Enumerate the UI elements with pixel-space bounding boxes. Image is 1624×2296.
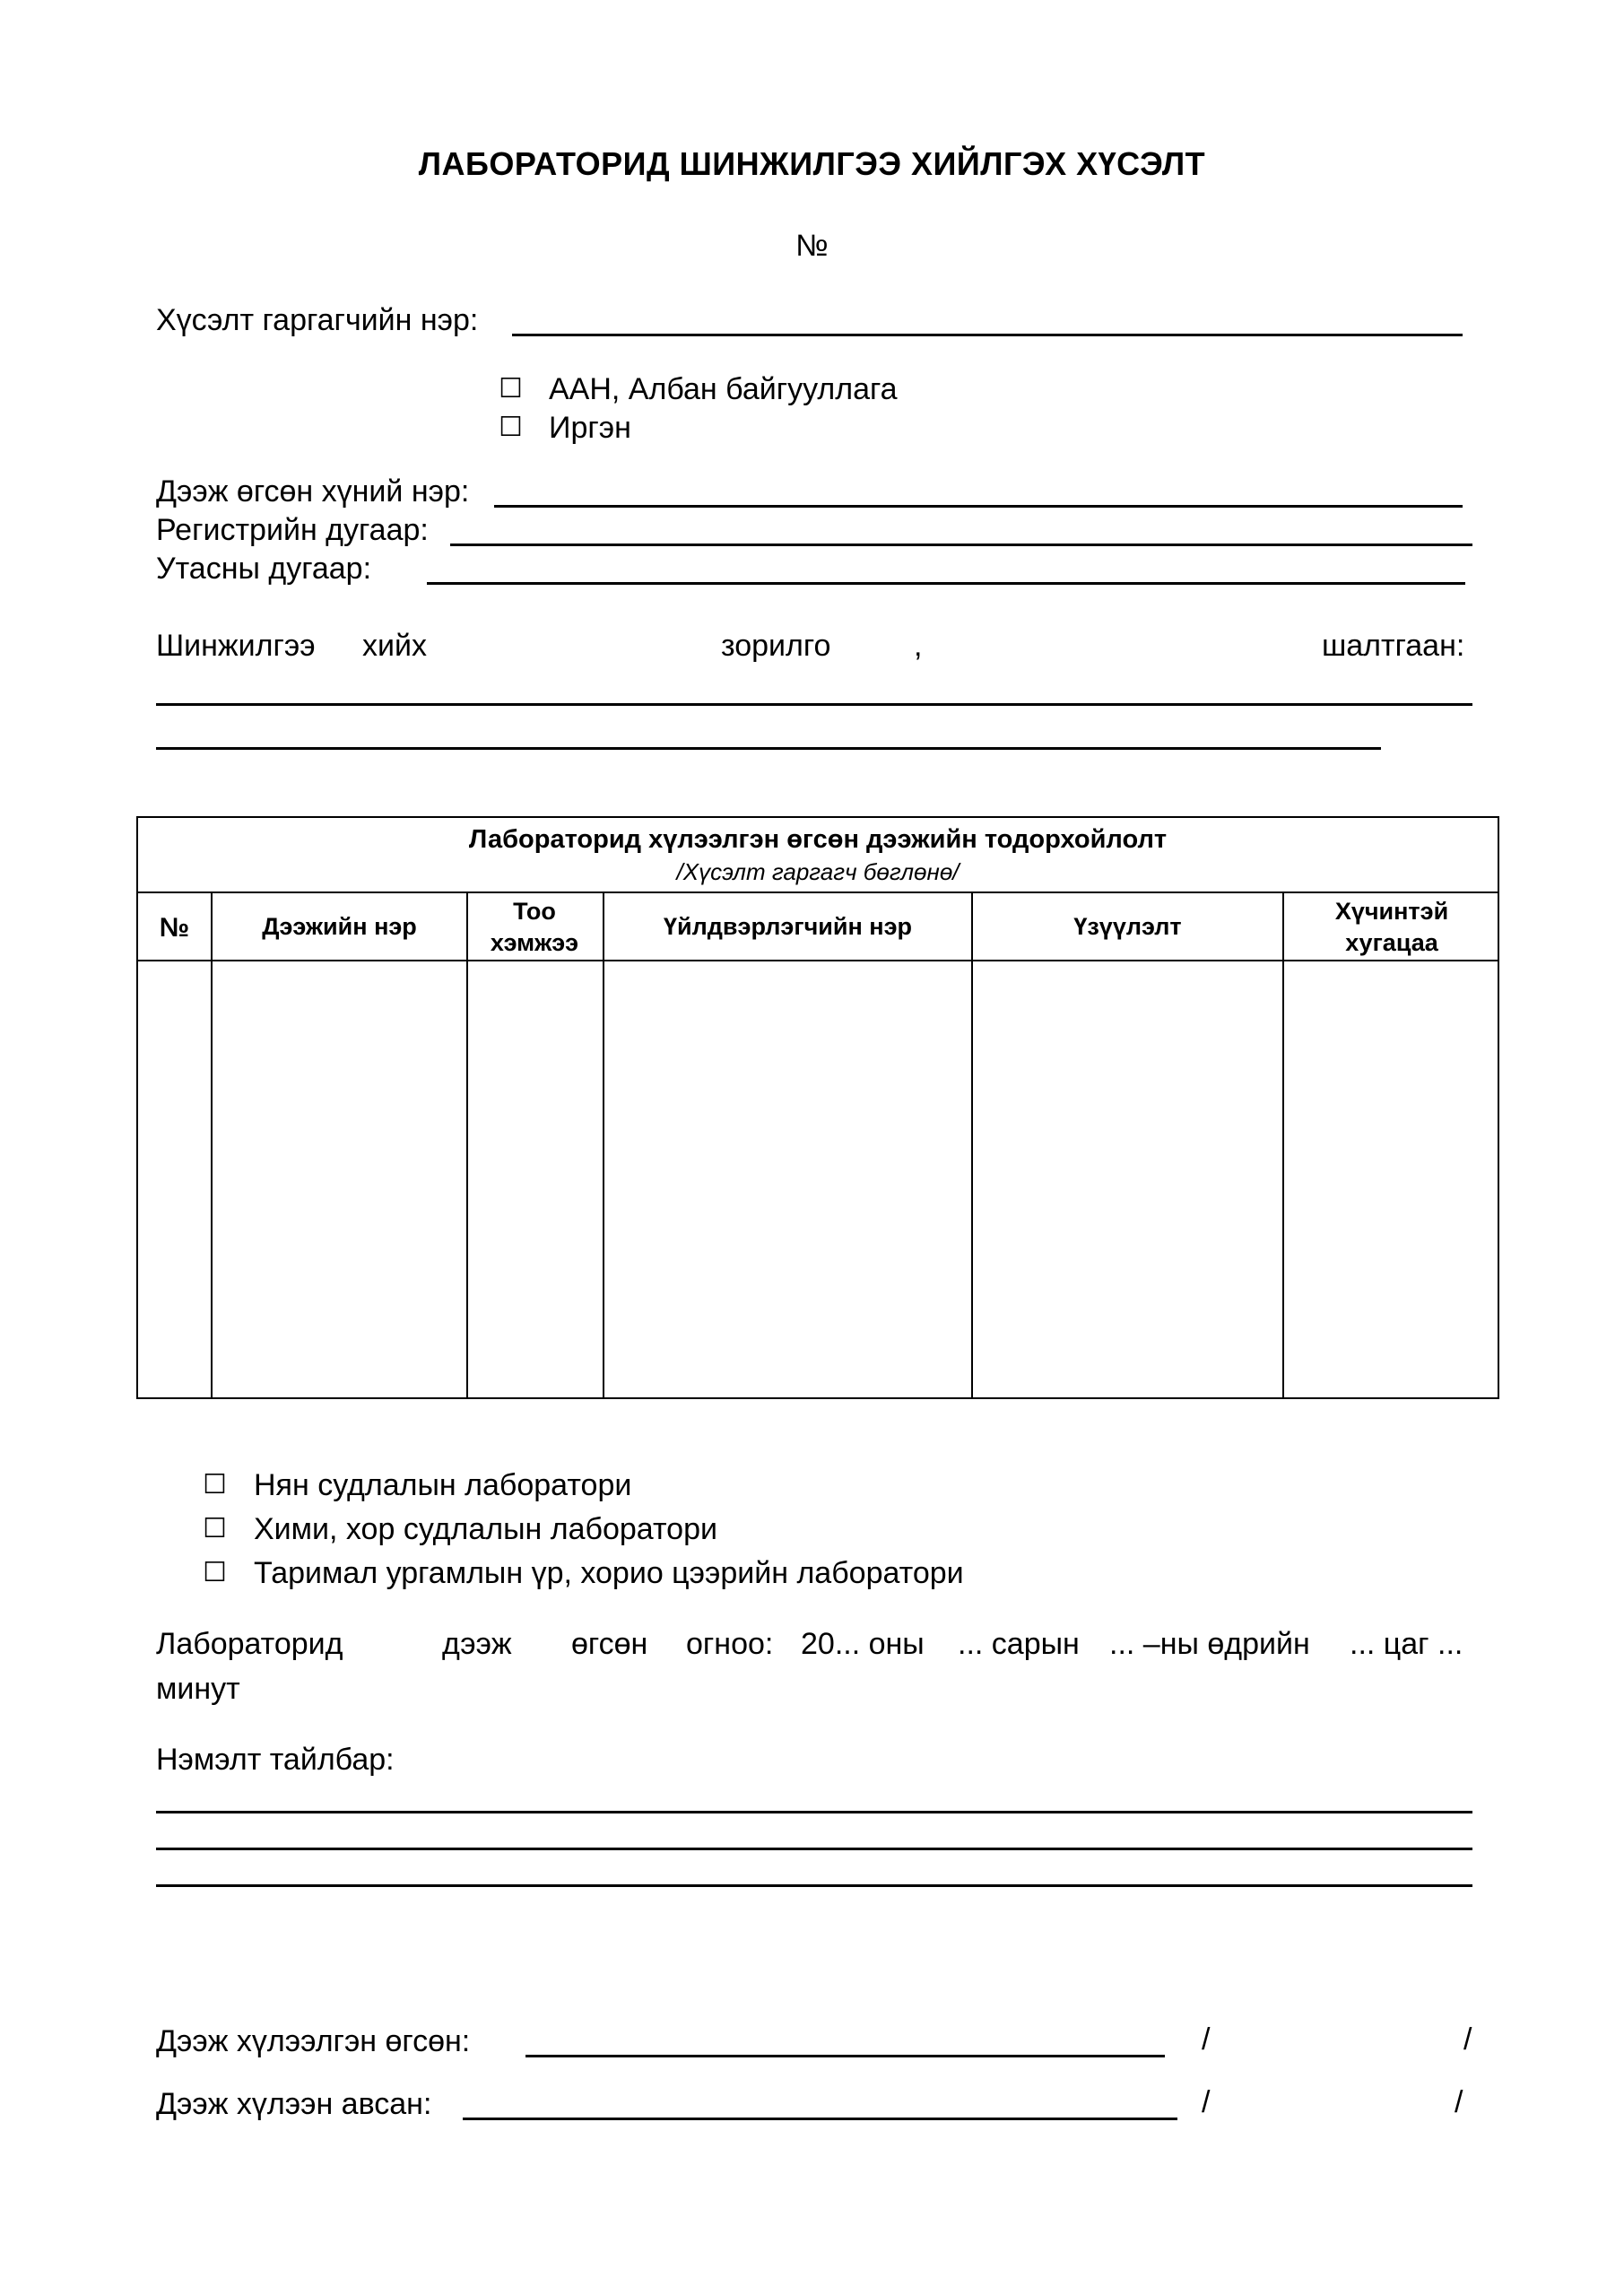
- purpose-word-2: хийх: [362, 629, 427, 663]
- phone-label: Утасны дугаар:: [156, 552, 372, 586]
- date-hour[interactable]: ... цаг ...: [1350, 1627, 1463, 1661]
- table-cell-expiry[interactable]: [1284, 961, 1498, 1399]
- date-minute-word: минут: [156, 1672, 240, 1706]
- purpose-field-line-1[interactable]: [156, 703, 1472, 706]
- table-header-sample-name: Дээжийн нэр: [262, 913, 417, 941]
- table-cell-sample-name[interactable]: [213, 961, 466, 1399]
- table-cell-indicator[interactable]: [973, 961, 1282, 1399]
- table-header-indicator: Үзүүлэлт: [1073, 913, 1182, 941]
- document-title: ЛАБОРАТОРИД ШИНЖИЛГЭЭ ХИЙЛГЭХ ХҮСЭЛТ: [418, 145, 1206, 182]
- date-word-given: өгсөн: [571, 1627, 648, 1661]
- notes-field-line-2[interactable]: [156, 1848, 1472, 1850]
- checkbox-bacteriology-lab[interactable]: ☐: [203, 1470, 227, 1500]
- date-day[interactable]: ... –ны өдрийн: [1109, 1627, 1310, 1661]
- received-signature-field[interactable]: [463, 2118, 1177, 2120]
- date-month[interactable]: ... сарын: [958, 1627, 1080, 1661]
- lab-label-bacteriology: Нян судлалын лаборатори: [254, 1468, 632, 1502]
- date-year[interactable]: 20... оны: [801, 1627, 925, 1661]
- table-subtitle: /Хүсэлт гаргагч бөглөнө/: [676, 858, 960, 885]
- request-number-sign: №: [795, 229, 829, 263]
- phone-number-field[interactable]: [427, 582, 1465, 585]
- notes-field-line-1[interactable]: [156, 1811, 1472, 1813]
- notes-label: Нэмэлт тайлбар:: [156, 1743, 395, 1777]
- checkbox-seed-quarantine-lab[interactable]: ☐: [203, 1558, 227, 1587]
- date-word-laboratory: Лабораторид: [156, 1627, 343, 1661]
- purpose-comma: ,: [914, 629, 923, 663]
- handed-over-signature-field[interactable]: [525, 2055, 1165, 2057]
- purpose-word-1: Шинжилгээ: [156, 629, 316, 663]
- date-word-date: огноо:: [686, 1627, 774, 1661]
- purpose-word-5: шалтгаан:: [1322, 629, 1465, 663]
- table-cell-quantity[interactable]: [468, 961, 603, 1399]
- lab-label-chemistry: Хими, хор судлалын лаборатори: [254, 1512, 717, 1546]
- checkbox-organization[interactable]: ☐: [499, 374, 523, 404]
- handed-over-label: Дээж хүлээлгэн өгсөн:: [156, 2024, 471, 2058]
- received-slash-close: /: [1455, 2085, 1463, 2119]
- submitter-name-field[interactable]: [494, 505, 1463, 508]
- register-label: Регистрийн дугаар:: [156, 513, 429, 547]
- option-label-citizen: Иргэн: [549, 411, 631, 445]
- lab-label-seed-quarantine: Таримал ургамлын үр, хорио цээрийн лаборатори: [254, 1556, 964, 1590]
- submitter-name-label: Дээж өгсөн хүний нэр:: [156, 474, 470, 509]
- received-label: Дээж хүлээн авсан:: [156, 2087, 432, 2121]
- handed-over-slash-open: /: [1202, 2022, 1211, 2057]
- table-header-quantity: Тоо хэмжээ: [490, 897, 579, 956]
- purpose-word-3: зорилго: [721, 629, 831, 663]
- sample-table: [136, 816, 1499, 1399]
- table-header-number: №: [159, 912, 190, 943]
- applicant-label: Хүсэлт гаргагчийн нэр:: [156, 303, 479, 337]
- checkbox-chemistry-lab[interactable]: ☐: [203, 1514, 227, 1544]
- register-number-field[interactable]: [450, 544, 1472, 546]
- table-header-manufacturer: Үйлдвэрлэгчийн нэр: [664, 913, 912, 941]
- purpose-field-line-2[interactable]: [156, 747, 1381, 750]
- applicant-name-field[interactable]: [512, 334, 1463, 336]
- notes-field-line-3[interactable]: [156, 1884, 1472, 1887]
- table-title: Лабораторид хүлээлгэн өгсөн дээжийн тодорхойлолт: [468, 825, 1168, 854]
- handed-over-slash-close: /: [1463, 2022, 1472, 2057]
- table-cell-manufacturer[interactable]: [604, 961, 971, 1399]
- received-slash-open: /: [1202, 2085, 1211, 2119]
- table-cell-number[interactable]: [138, 961, 211, 1399]
- table-header-expiry: Хүчинтэй хугацаа: [1334, 897, 1449, 956]
- option-label-organization: ААН, Албан байгууллага: [549, 372, 898, 406]
- date-word-sample: дээж: [442, 1627, 512, 1661]
- checkbox-citizen[interactable]: ☐: [499, 413, 523, 442]
